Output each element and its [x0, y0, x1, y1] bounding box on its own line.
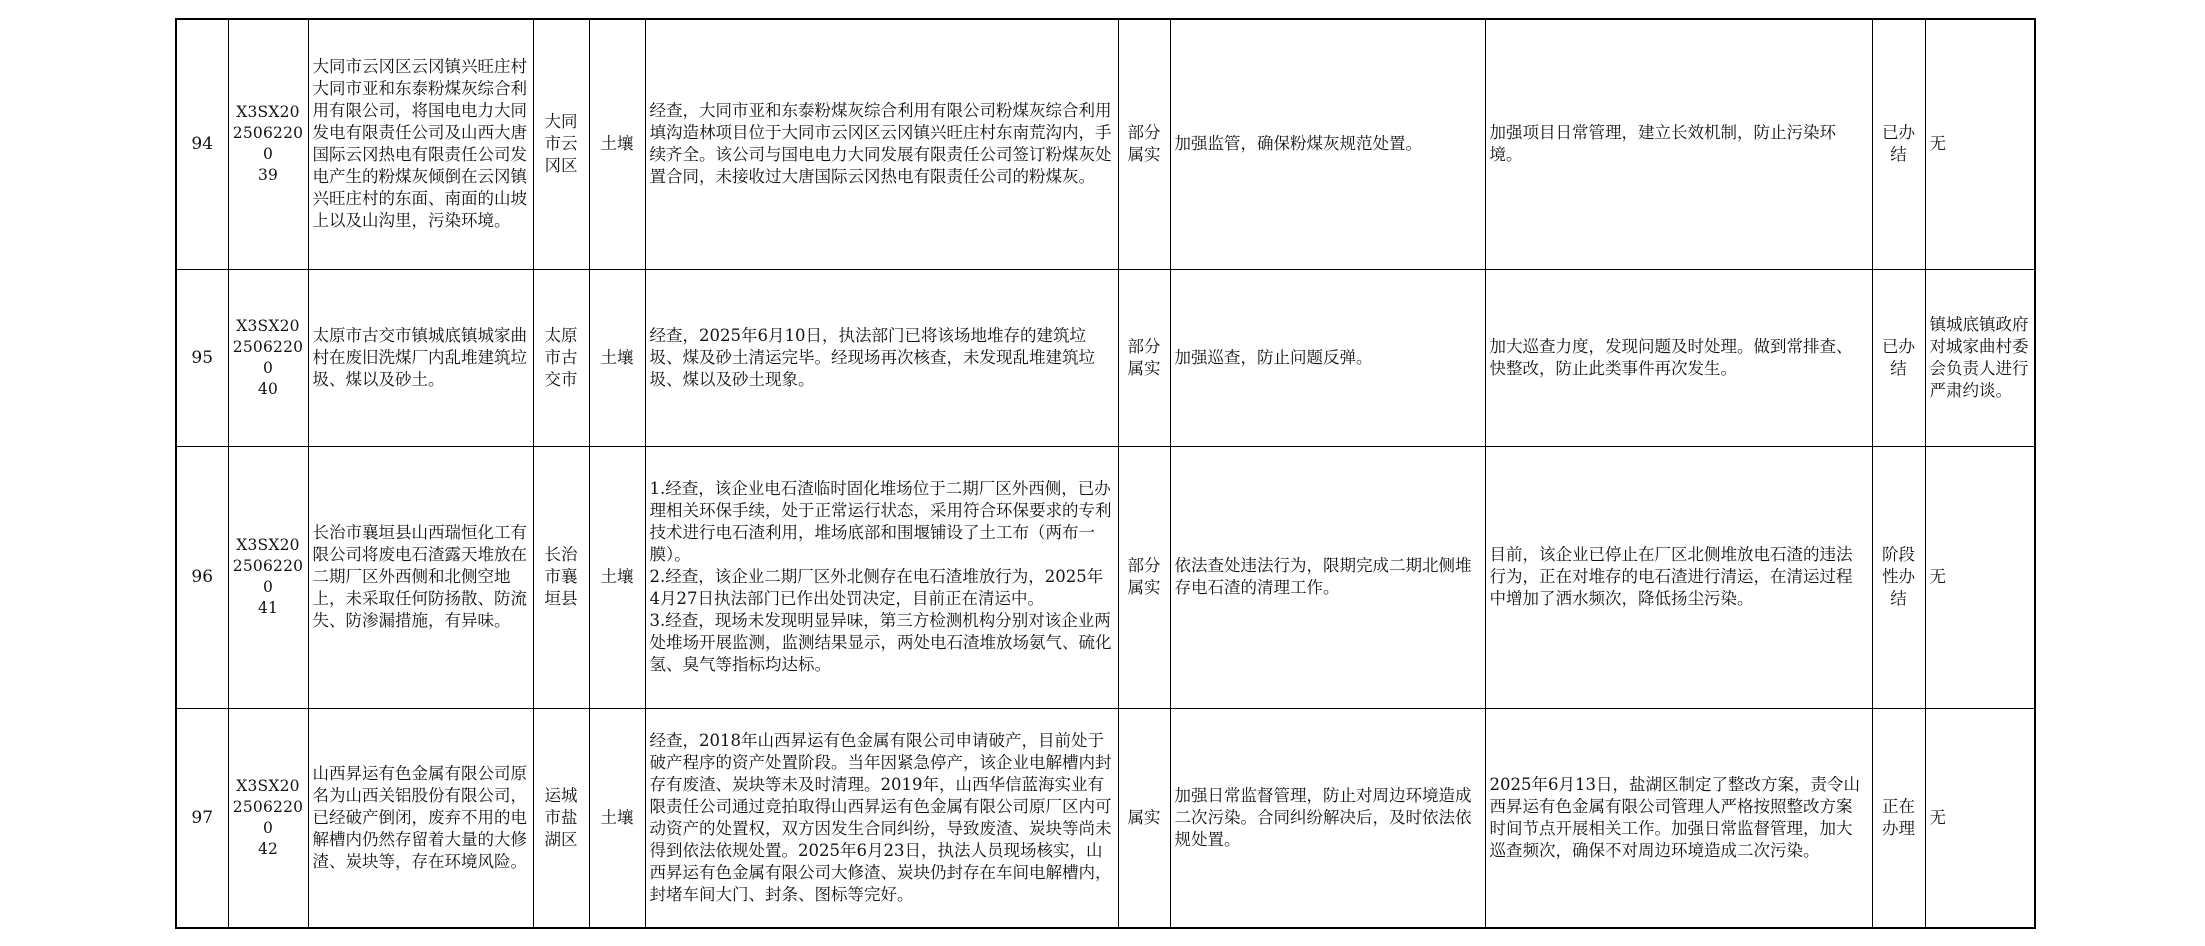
- rectification-measures: 加强项目日常管理，建立长效机制，防止污染环境。: [1485, 19, 1872, 269]
- rectification-measures: 2025年6月13日，盐湖区制定了整改方案，责令山西昇运有色金属有限公司管理人严格按照整改方案时间节点开展相关工作。加强日常监督管理，加大巡查频次，确保不对周边环境造成二次污染。: [1485, 708, 1872, 928]
- handling-measures: 加强巡查，防止问题反弹。: [1170, 269, 1485, 446]
- issue-description: 长治市襄垣县山西瑞恒化工有限公司将废电石渣露天堆放在二期厂区外西侧和北侧空地上，未采取任何防扬散、防流失、防渗漏措施，有异味。: [308, 446, 533, 708]
- case-status: 阶段性办结: [1872, 446, 1925, 708]
- row-number: 94: [176, 19, 228, 269]
- case-status: 已办结: [1872, 269, 1925, 446]
- case-code: X3SX2025062200 42: [228, 708, 308, 928]
- case-status: 正在办理: [1872, 708, 1925, 928]
- administrative-area: 长治市襄垣县: [533, 446, 589, 708]
- rectification-measures: 目前，该企业已停止在厂区北侧堆放电石渣的违法行为，正在对堆存的电石渣进行清运，在清运过程中增加了洒水频次，降低扬尘污染。: [1485, 446, 1872, 708]
- accountability: 无: [1925, 446, 2035, 708]
- table-row: [176, 19, 2035, 269]
- rectification-measures: 加大巡查力度，发现问题及时处理。做到常排查、快整改，防止此类事件再次发生。: [1485, 269, 1872, 446]
- pollution-type: 土壤: [589, 19, 645, 269]
- table-row: [176, 446, 2035, 708]
- verification-result: 部分属实: [1118, 269, 1170, 446]
- investigation-finding: 经查，2025年6月10日，执法部门已将该场地堆存的建筑垃圾、煤及砂土清运完毕。经现场再次核查，未发现乱堆建筑垃圾、煤以及砂土现象。: [645, 269, 1118, 446]
- handling-measures: 依法查处违法行为，限期完成二期北侧堆存电石渣的清理工作。: [1170, 446, 1485, 708]
- row-number: 95: [176, 269, 228, 446]
- table-row: [176, 708, 2035, 928]
- administrative-area: 运城市盐湖区: [533, 708, 589, 928]
- verification-result: 部分属实: [1118, 446, 1170, 708]
- case-table: [175, 18, 2036, 929]
- case-code: X3SX2025062200 39: [228, 19, 308, 269]
- case-code: X3SX2025062200 41: [228, 446, 308, 708]
- accountability: 镇城底镇政府对城家曲村委会负责人进行严肃约谈。: [1925, 269, 2035, 446]
- accountability: 无: [1925, 708, 2035, 928]
- investigation-finding: 经查，大同市亚和东泰粉煤灰综合利用有限公司粉煤灰综合利用填沟造林项目位于大同市云冈区云冈镇兴旺庄村东南荒沟内，手续齐全。该公司与国电电力大同发展有限责任公司签订粉煤灰处置合同，未接收过大唐国际云冈热电有限责任公司的粉煤灰。: [645, 19, 1118, 269]
- verification-result: 属实: [1118, 708, 1170, 928]
- pollution-type: 土壤: [589, 708, 645, 928]
- case-status: 已办结: [1872, 19, 1925, 269]
- verification-result: 部分属实: [1118, 19, 1170, 269]
- pollution-type: 土壤: [589, 446, 645, 708]
- issue-description: 山西昇运有色金属有限公司原名为山西关铝股份有限公司，已经破产倒闭，废弃不用的电解槽内仍然存留着大量的大修渣、炭块等，存在环境风险。: [308, 708, 533, 928]
- administrative-area: 大同市云冈区: [533, 19, 589, 269]
- investigation-finding: 经查，2018年山西昇运有色金属有限公司申请破产，目前处于破产程序的资产处置阶段。当年因紧急停产，该企业电解槽内封存有废渣、炭块等未及时清理。2019年，山西华信蓝海实业有限责任公司通过竞拍取得山西昇运有色金属有限公司原厂区内可动资产的处置权，双方因发生合同纠纷，导致废渣、炭块等尚未得到依法依规处置。2025年6月23日，执法人员现场核实，山西昇运有色金属有限公司大修渣、炭块仍封存在车间电解槽内，封堵车间大门、封条、图标等完好。: [645, 708, 1118, 928]
- investigation-finding: 1.经查，该企业电石渣临时固化堆场位于二期厂区外西侧，已办理相关环保手续，处于正常运行状态，采用符合环保要求的专利技术进行电石渣利用，堆场底部和围堰铺设了土工布（两布一膜）。 2.经查，该企业二期厂区外北侧存在电石渣堆放行为，2025年4月27日执法部门已作出处罚决定，目前正在清运中。 3.经查，现场未发现明显异味，第三方检测机构分别对该企业两处堆场开展监测，监测结果显示，两处电石渣堆放场氨气、硫化氢、臭气等指标均达标。: [645, 446, 1118, 708]
- issue-description: 大同市云冈区云冈镇兴旺庄村大同市亚和东泰粉煤灰综合利用有限公司，将国电电力大同发电有限责任公司及山西大唐国际云冈热电有限责任公司发电产生的粉煤灰倾倒在云冈镇兴旺庄村的东面、南面的山坡上以及山沟里，污染环境。: [308, 19, 533, 269]
- pollution-type: 土壤: [589, 269, 645, 446]
- row-number: 97: [176, 708, 228, 928]
- document-sheet: [175, 18, 2036, 929]
- issue-description: 太原市古交市镇城底镇城家曲村在废旧洗煤厂内乱堆建筑垃圾、煤以及砂土。: [308, 269, 533, 446]
- accountability: 无: [1925, 19, 2035, 269]
- handling-measures: 加强监管，确保粉煤灰规范处置。: [1170, 19, 1485, 269]
- case-code: X3SX2025062200 40: [228, 269, 308, 446]
- handling-measures: 加强日常监督管理，防止对周边环境造成二次污染。合同纠纷解决后，及时依法依规处置。: [1170, 708, 1485, 928]
- table-row: [176, 269, 2035, 446]
- row-number: 96: [176, 446, 228, 708]
- administrative-area: 太原市古交市: [533, 269, 589, 446]
